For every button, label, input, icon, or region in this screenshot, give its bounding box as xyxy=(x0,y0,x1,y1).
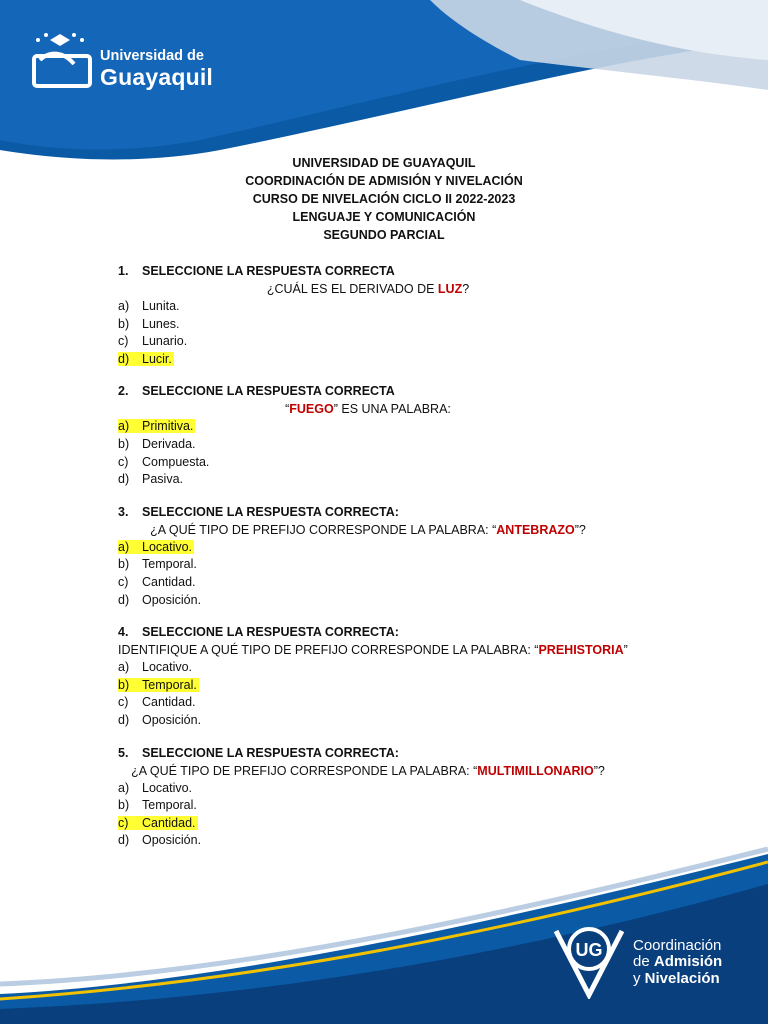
question-heading-text: SELECCIONE LA RESPUESTA CORRECTA: xyxy=(142,745,399,760)
option-letter: b) xyxy=(118,436,130,451)
answer-option xyxy=(118,712,678,730)
option-letter: b) xyxy=(118,677,130,692)
logo-text-line1: Universidad de xyxy=(100,48,204,64)
question-heading xyxy=(118,262,678,280)
answer-option xyxy=(118,659,678,677)
title-line: LENGUAJE Y COMUNICACIÓN xyxy=(292,210,476,224)
prompt-text: IDENTIFIQUE A QUÉ TIPO DE PREFIJO CORRESPONDE LA PALABRA: “ xyxy=(118,643,539,658)
answer-option xyxy=(118,333,678,351)
option-text: Temporal. xyxy=(142,557,197,572)
prompt-text: “ xyxy=(285,402,290,417)
option-text: Locativo. xyxy=(142,780,193,795)
question-heading xyxy=(118,382,678,400)
option-text: Oposición. xyxy=(142,712,202,727)
answer-option xyxy=(118,694,678,712)
option-letter: a) xyxy=(118,539,130,554)
question-heading-text: SELECCIONE LA RESPUESTA CORRECTA xyxy=(142,384,395,399)
option-letter: c) xyxy=(118,815,129,830)
option-letter: c) xyxy=(118,695,129,710)
option-text: Temporal. xyxy=(142,677,197,692)
option-text: Locativo. xyxy=(142,539,193,554)
option-text: Cantidad. xyxy=(142,815,196,830)
question-heading xyxy=(118,503,678,521)
logo-text-line2: Guayaquil xyxy=(100,64,213,90)
option-letter: c) xyxy=(118,454,129,469)
coordination-line1: Coordinación xyxy=(633,937,722,954)
option-letter: d) xyxy=(118,472,130,487)
title-line: CURSO DE NIVELACIÓN CICLO II 2022-2023 xyxy=(252,192,516,206)
answer-option xyxy=(118,797,678,815)
option-letter: a) xyxy=(118,780,130,795)
question-number: 1. xyxy=(118,264,129,278)
prompt-text: ”? xyxy=(574,522,586,537)
question-block xyxy=(118,262,678,368)
option-text: Cantidad. xyxy=(142,695,196,710)
prompt-keyword: FUEGO xyxy=(289,402,334,417)
prompt-text: ¿CUÁL ES EL DERIVADO DE xyxy=(266,282,438,296)
ug-emblem-icon xyxy=(550,921,628,999)
option-text: Cantidad. xyxy=(142,574,196,589)
prompt-keyword: MULTIMILLONARIO xyxy=(477,763,594,778)
prompt-keyword: LUZ xyxy=(437,282,463,296)
option-letter: b) xyxy=(118,557,130,572)
answer-option-correct xyxy=(118,418,678,436)
coordination-line3: y Nivelación xyxy=(633,970,720,987)
question-prompt xyxy=(118,280,618,298)
question-number: 5. xyxy=(118,745,129,760)
document-title xyxy=(0,154,768,244)
option-text: Lunario. xyxy=(142,334,188,349)
title-line: COORDINACIÓN DE ADMISIÓN Y NIVELACIÓN xyxy=(245,174,523,188)
question-block xyxy=(118,503,678,609)
option-text: Locativo. xyxy=(142,660,193,675)
option-text: Oposición. xyxy=(142,592,202,607)
question-number: 2. xyxy=(118,384,129,399)
answer-option xyxy=(118,454,678,472)
option-text: Primitiva. xyxy=(142,419,194,434)
option-letter: c) xyxy=(118,334,129,349)
option-letter: d) xyxy=(118,592,130,607)
question-number: 4. xyxy=(118,625,129,640)
prompt-text: ”? xyxy=(593,763,605,778)
option-letter: a) xyxy=(118,299,130,313)
question-prompt xyxy=(118,521,618,539)
question-prompt xyxy=(118,762,618,780)
option-letter: b) xyxy=(118,316,130,331)
coordination-logo xyxy=(550,915,755,1005)
answer-option xyxy=(118,316,678,334)
answer-option xyxy=(118,592,678,610)
question-heading xyxy=(118,623,678,641)
question-heading-text: SELECCIONE LA RESPUESTA CORRECTA: xyxy=(142,625,399,640)
answer-option xyxy=(118,574,678,592)
question-prompt xyxy=(118,641,628,659)
option-letter: d) xyxy=(118,712,130,727)
answer-option-correct xyxy=(118,677,678,695)
prompt-keyword: PREHISTORIA xyxy=(538,643,624,658)
question-heading-text: SELECCIONE LA RESPUESTA CORRECTA: xyxy=(142,504,399,519)
option-text: Temporal. xyxy=(142,798,197,813)
option-text: Lunes. xyxy=(142,316,180,331)
answer-option xyxy=(118,436,678,454)
question-block xyxy=(118,623,678,729)
option-letter: d) xyxy=(118,351,130,366)
option-text: Lucir. xyxy=(142,351,172,366)
answer-option-correct xyxy=(118,815,678,833)
emblem-text: UG xyxy=(575,940,603,960)
answer-option xyxy=(118,471,678,489)
university-logo xyxy=(30,30,230,100)
option-text: Derivada. xyxy=(142,436,196,451)
prompt-keyword: ANTEBRAZO xyxy=(496,522,575,537)
option-letter: c) xyxy=(118,574,129,589)
prompt-text: ¿A QUÉ TIPO DE PREFIJO CORRESPONDE LA PALABRA: “ xyxy=(150,522,497,537)
question-number: 3. xyxy=(118,504,129,519)
question-prompt xyxy=(118,400,618,418)
option-text: Lunita. xyxy=(142,299,180,313)
question-heading xyxy=(118,744,678,762)
prompt-text: ” ES UNA PALABRA: xyxy=(333,402,451,417)
prompt-text: ” xyxy=(623,643,628,658)
option-letter: d) xyxy=(118,833,130,848)
questions-list xyxy=(118,262,678,864)
answer-option xyxy=(118,298,678,316)
option-text: Compuesta. xyxy=(142,454,210,469)
answer-option xyxy=(118,556,678,574)
prompt-text: ¿A QUÉ TIPO DE PREFIJO CORRESPONDE LA PALABRA: “ xyxy=(131,763,478,778)
title-line: SEGUNDO PARCIAL xyxy=(323,228,445,242)
option-letter: a) xyxy=(118,660,130,675)
book-quill-icon xyxy=(30,30,94,94)
question-heading-text: SELECCIONE LA RESPUESTA CORRECTA xyxy=(142,264,395,278)
option-letter: a) xyxy=(118,419,130,434)
option-text: Pasiva. xyxy=(142,472,183,487)
answer-option-correct xyxy=(118,351,678,369)
answer-option-correct xyxy=(118,539,678,557)
coordination-line2: de Admisión xyxy=(633,953,723,970)
answer-option xyxy=(118,780,678,798)
option-text: Oposición. xyxy=(142,833,202,848)
prompt-text: ? xyxy=(462,282,470,296)
question-block xyxy=(118,382,678,488)
option-letter: b) xyxy=(118,798,130,813)
title-line: UNIVERSIDAD DE GUAYAQUIL xyxy=(292,156,476,170)
